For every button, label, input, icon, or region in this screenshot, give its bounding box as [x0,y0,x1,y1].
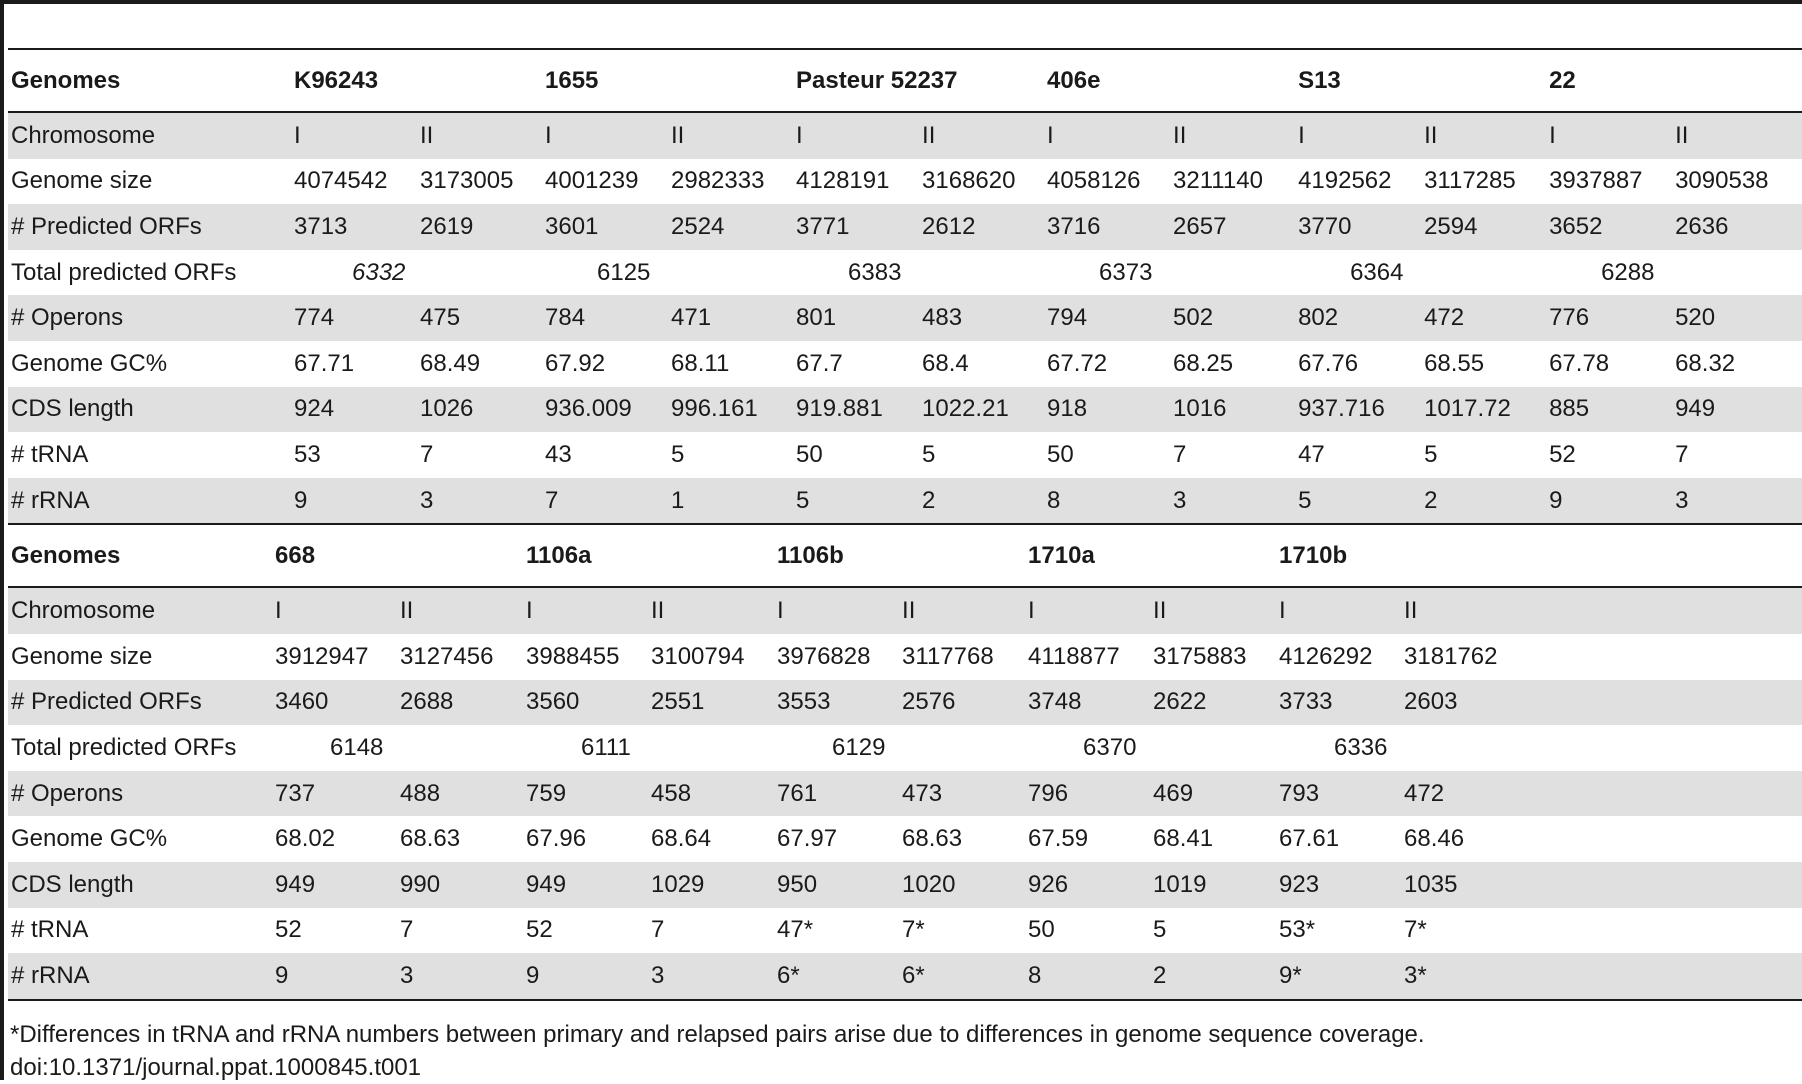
data-cell: 471 [671,295,796,341]
data-cell: 8 [1028,953,1153,1000]
table-row [8,432,1802,478]
data-cell: II [420,112,545,159]
data-cell: 924 [294,387,420,433]
data-cell: 774 [294,295,420,341]
table-row [8,587,1802,634]
table-row [8,112,1802,159]
data-cell: 6* [902,953,1028,1000]
table-row [8,634,1802,680]
genome-table [8,48,1802,1001]
row-label: # Predicted ORFs [8,680,275,726]
data-cell: 472 [1424,295,1549,341]
row-label: # tRNA [11,916,89,944]
data-cell: 3173005 [420,167,514,195]
data-cell: I [275,587,400,634]
data-cell: II [1173,112,1298,159]
genome-name: 1655 [545,49,796,112]
total-cell: 6129 [832,733,886,761]
genome-name: 1710a [1028,524,1279,587]
header-row [8,49,1802,112]
total-cell: 6332 [352,258,406,286]
data-cell: 796 [1028,771,1153,817]
data-cell: 3460 [275,680,400,726]
row-label: # Operons [8,295,294,341]
total-cell: 6125 [597,258,651,286]
data-cell: 936.009 [545,387,671,433]
data-cell: 2619 [420,204,545,250]
data-cell: 4058126 [1047,167,1141,195]
genome-name: 1106b [777,524,1028,587]
genome-name: 1710b [1279,524,1530,587]
data-cell: 4128191 [796,167,890,195]
data-cell: 9* [1279,953,1404,1000]
data-cell: 4074542 [294,167,388,195]
data-cell: 9 [526,953,651,1000]
data-cell: 3 [1675,478,1802,524]
genome-name: K96243 [294,49,545,112]
data-cell: 2603 [1404,680,1530,726]
data-cell: 761 [777,771,902,817]
data-cell: 483 [922,295,1047,341]
total-cell: 6373 [1099,258,1153,286]
data-cell: 5 [1424,440,1438,468]
data-cell: 67.78 [1549,349,1610,377]
data-cell: 7* [902,916,925,944]
data-cell: 52 [1549,440,1576,468]
data-cell: 3168620 [922,167,1016,195]
data-cell: 4192562 [1298,167,1392,195]
table-row [8,341,1802,387]
row-label: # rRNA [8,478,294,524]
data-cell: 67.72 [1047,349,1108,377]
table-row [8,295,1802,341]
data-cell: 2551 [651,680,777,726]
data-cell: 502 [1173,295,1298,341]
data-cell: 1026 [420,387,545,433]
total-cell: 6383 [848,258,902,286]
data-cell: 67.96 [526,825,587,853]
data-cell: 67.97 [777,825,838,853]
data-cell: 52 [526,916,553,944]
data-cell: 2 [1424,478,1549,524]
row-label: # Operons [8,771,275,817]
data-cell: 885 [1549,387,1675,433]
data-cell: 68.55 [1424,349,1485,377]
data-cell: 5 [1298,478,1424,524]
data-cell: 68.11 [671,349,730,377]
row-label: CDS length [8,387,294,433]
data-cell: 2636 [1675,204,1802,250]
data-cell: I [1298,112,1424,159]
data-cell: 68.4 [922,349,969,377]
data-cell: 949 [275,862,400,908]
data-cell: 67.71 [294,349,355,377]
data-cell: 50 [796,440,823,468]
data-cell: 3976828 [777,642,871,670]
data-cell: 1 [671,478,796,524]
data-cell: 2622 [1153,680,1279,726]
data-cell: 43 [545,440,572,468]
table-footer [10,1018,1425,1084]
table-row [8,771,1802,817]
data-cell: 3912947 [275,642,369,670]
empty-cell [1530,771,1802,817]
data-cell: 68.64 [651,825,712,853]
empty-cell [1530,908,1802,954]
data-cell: 473 [902,771,1028,817]
data-cell: 759 [526,771,651,817]
data-cell: 9 [294,478,420,524]
table-row [8,159,1802,205]
data-cell: 50 [1028,916,1055,944]
data-cell: 3090538 [1675,167,1769,195]
data-cell: 520 [1675,295,1802,341]
data-cell: 3553 [777,680,902,726]
empty-cell [1530,953,1802,1000]
data-cell: I [796,112,922,159]
data-cell: 3652 [1549,204,1675,250]
data-cell: II [922,112,1047,159]
data-cell: 3937887 [1549,167,1643,195]
data-cell: 3100794 [651,642,745,670]
data-cell: 52 [275,916,302,944]
row-label: Genome GC% [11,349,168,377]
data-cell: 469 [1153,771,1279,817]
data-cell: 50 [1047,440,1074,468]
data-cell: 53* [1279,916,1316,944]
data-cell: 3175883 [1153,642,1247,670]
data-cell: 9 [1549,478,1675,524]
data-cell: 68.49 [420,349,481,377]
data-cell: 5 [671,440,685,468]
data-cell: 2576 [902,680,1028,726]
data-cell: 776 [1549,295,1675,341]
data-cell: I [545,112,671,159]
table-row [8,725,1802,771]
data-cell: 68.41 [1153,825,1214,853]
data-cell: 488 [400,771,526,817]
data-cell: 3713 [294,204,420,250]
row-label: Genome GC% [11,825,168,853]
data-cell: 2 [1153,953,1279,1000]
data-cell: 7 [420,440,434,468]
data-cell: 3771 [796,204,922,250]
data-cell: 937.716 [1298,387,1424,433]
empty-cell [1530,680,1802,726]
data-cell: I [526,587,651,634]
data-cell: 4118877 [1028,642,1120,670]
data-cell: 472 [1404,771,1530,817]
data-cell: 5 [796,478,922,524]
data-cell: 3733 [1279,680,1404,726]
data-cell: 784 [545,295,671,341]
data-cell: 67.92 [545,349,606,377]
data-cell: 2982333 [671,167,765,195]
data-cell: 919.881 [796,387,922,433]
total-cell: 6370 [1083,733,1137,761]
data-cell: 7 [1675,440,1689,468]
table-row [8,204,1802,250]
data-cell: 458 [651,771,777,817]
total-cell: 6148 [330,733,384,761]
row-label: # rRNA [8,953,275,1000]
empty-cell [1530,634,1802,680]
table-row [8,478,1802,524]
row-label: Genome size [11,167,153,195]
empty-cell [1530,862,1802,908]
data-cell: 949 [526,862,651,908]
data-cell: 3211140 [1173,167,1263,195]
empty-cell [1530,816,1802,862]
data-cell: 2 [922,478,1047,524]
data-cell: 801 [796,295,922,341]
data-cell: I [1279,587,1404,634]
table-block-2 [8,523,1802,1000]
data-cell: 3 [651,953,777,1000]
data-cell: 3560 [526,680,651,726]
data-cell: I [1047,112,1173,159]
row-label: Total predicted ORFs [11,733,237,761]
data-cell: II [651,587,777,634]
data-cell: 737 [275,771,400,817]
data-cell: 1017.72 [1424,387,1549,433]
data-cell: 3 [400,953,526,1000]
data-cell: 918 [1047,387,1173,433]
data-cell: 3770 [1298,204,1424,250]
data-cell: II [400,587,526,634]
data-cell: 6* [777,953,902,1000]
table-row [8,387,1802,433]
data-cell: 3181762 [1404,642,1498,670]
row-label: Chromosome [8,587,275,634]
data-cell: 4126292 [1279,642,1373,670]
empty-cell [1530,587,1802,634]
data-cell: 1020 [902,862,1028,908]
genome-name: 668 [275,524,526,587]
data-cell: 67.59 [1028,825,1089,853]
data-cell: II [1153,587,1279,634]
data-cell: 949 [1675,387,1802,433]
total-cell: 6288 [1601,258,1655,286]
data-cell: I [777,587,902,634]
data-cell: 68.25 [1173,349,1234,377]
data-cell: 1016 [1173,387,1298,433]
table-row [8,680,1802,726]
data-cell: 53 [294,440,321,468]
row-label: Genome size [11,642,153,670]
data-cell: 2657 [1173,204,1298,250]
table-block-1 [8,48,1802,523]
data-cell: 5 [922,440,936,468]
data-cell: 996.161 [671,387,796,433]
left-rule [0,0,4,1080]
data-cell: 9 [275,953,400,1000]
data-cell: 4001239 [545,167,639,195]
data-cell: 68.63 [902,825,963,853]
data-cell: 3127456 [400,642,494,670]
row-label: CDS length [8,862,275,908]
data-cell: 3716 [1047,204,1173,250]
data-cell: 7 [400,916,414,944]
row-label: Total predicted ORFs [11,258,237,286]
top-rule [0,0,1802,4]
data-cell: 47 [1298,440,1325,468]
row-label: # Predicted ORFs [8,204,294,250]
table-row [8,250,1802,296]
data-cell: 926 [1028,862,1153,908]
table-row [8,908,1802,954]
data-cell: 1035 [1404,862,1530,908]
data-cell: 3 [420,478,545,524]
total-cell: 6111 [581,733,631,761]
data-cell: I [1028,587,1153,634]
data-cell: I [1549,112,1675,159]
footnote: *Differences in tRNA and rRNA numbers between primary and relapsed pairs arise due to differences in genome sequence coverage. [10,1021,1425,1048]
genome-name: 1106a [526,524,777,587]
data-cell: 794 [1047,295,1173,341]
table-row [8,862,1802,908]
data-cell: 2594 [1424,204,1549,250]
data-cell: 2612 [922,204,1047,250]
data-cell: 7 [651,916,665,944]
data-cell: 7 [545,478,671,524]
row-label: Chromosome [8,112,294,159]
genome-name: Pasteur 52237 [796,49,1047,112]
table-row [8,816,1802,862]
data-cell: 3117285 [1424,167,1516,195]
data-cell: 7 [1173,440,1187,468]
empty-cell [1530,524,1802,587]
data-cell: 802 [1298,295,1424,341]
data-cell: 950 [777,862,902,908]
data-cell: II [1404,587,1530,634]
total-cell: 6336 [1334,733,1388,761]
data-cell: 1019 [1153,862,1279,908]
doi: doi:10.1371/journal.ppat.1000845.t001 [10,1054,422,1081]
data-cell: 47* [777,916,814,944]
data-cell: II [1424,112,1549,159]
data-cell: 475 [420,295,545,341]
data-cell: 5 [1153,916,1167,944]
genome-name: S13 [1298,49,1549,112]
data-cell: 923 [1279,862,1404,908]
genome-name: 406e [1047,49,1298,112]
data-cell: 1022.21 [922,387,1047,433]
header-row [8,524,1802,587]
header-label: Genomes [8,524,275,587]
data-cell: 3988455 [526,642,620,670]
data-cell: 8 [1047,478,1173,524]
data-cell: 1029 [651,862,777,908]
data-cell: 68.32 [1675,349,1736,377]
data-cell: 3601 [545,204,671,250]
data-cell: 3* [1404,953,1530,1000]
data-cell: 68.02 [275,825,336,853]
data-cell: II [902,587,1028,634]
data-cell: 67.7 [796,349,843,377]
data-cell: 2688 [400,680,526,726]
table-row [8,953,1802,1000]
header-label: Genomes [8,49,294,112]
data-cell: 68.46 [1404,825,1465,853]
data-cell: 3 [1173,478,1298,524]
data-cell: II [1675,112,1802,159]
data-cell: 990 [400,862,526,908]
data-cell: I [294,112,420,159]
data-cell: 67.61 [1279,825,1340,853]
data-cell: 2524 [671,204,796,250]
data-cell: 3117768 [902,642,994,670]
data-cell: 793 [1279,771,1404,817]
genome-name: 22 [1549,49,1802,112]
data-cell: 3748 [1028,680,1153,726]
data-cell: 67.76 [1298,349,1359,377]
data-cell: II [671,112,796,159]
row-label: # tRNA [11,440,89,468]
empty-cell [1530,725,1802,771]
data-cell: 7* [1404,916,1427,944]
total-cell: 6364 [1350,258,1404,286]
data-cell: 68.63 [400,825,461,853]
